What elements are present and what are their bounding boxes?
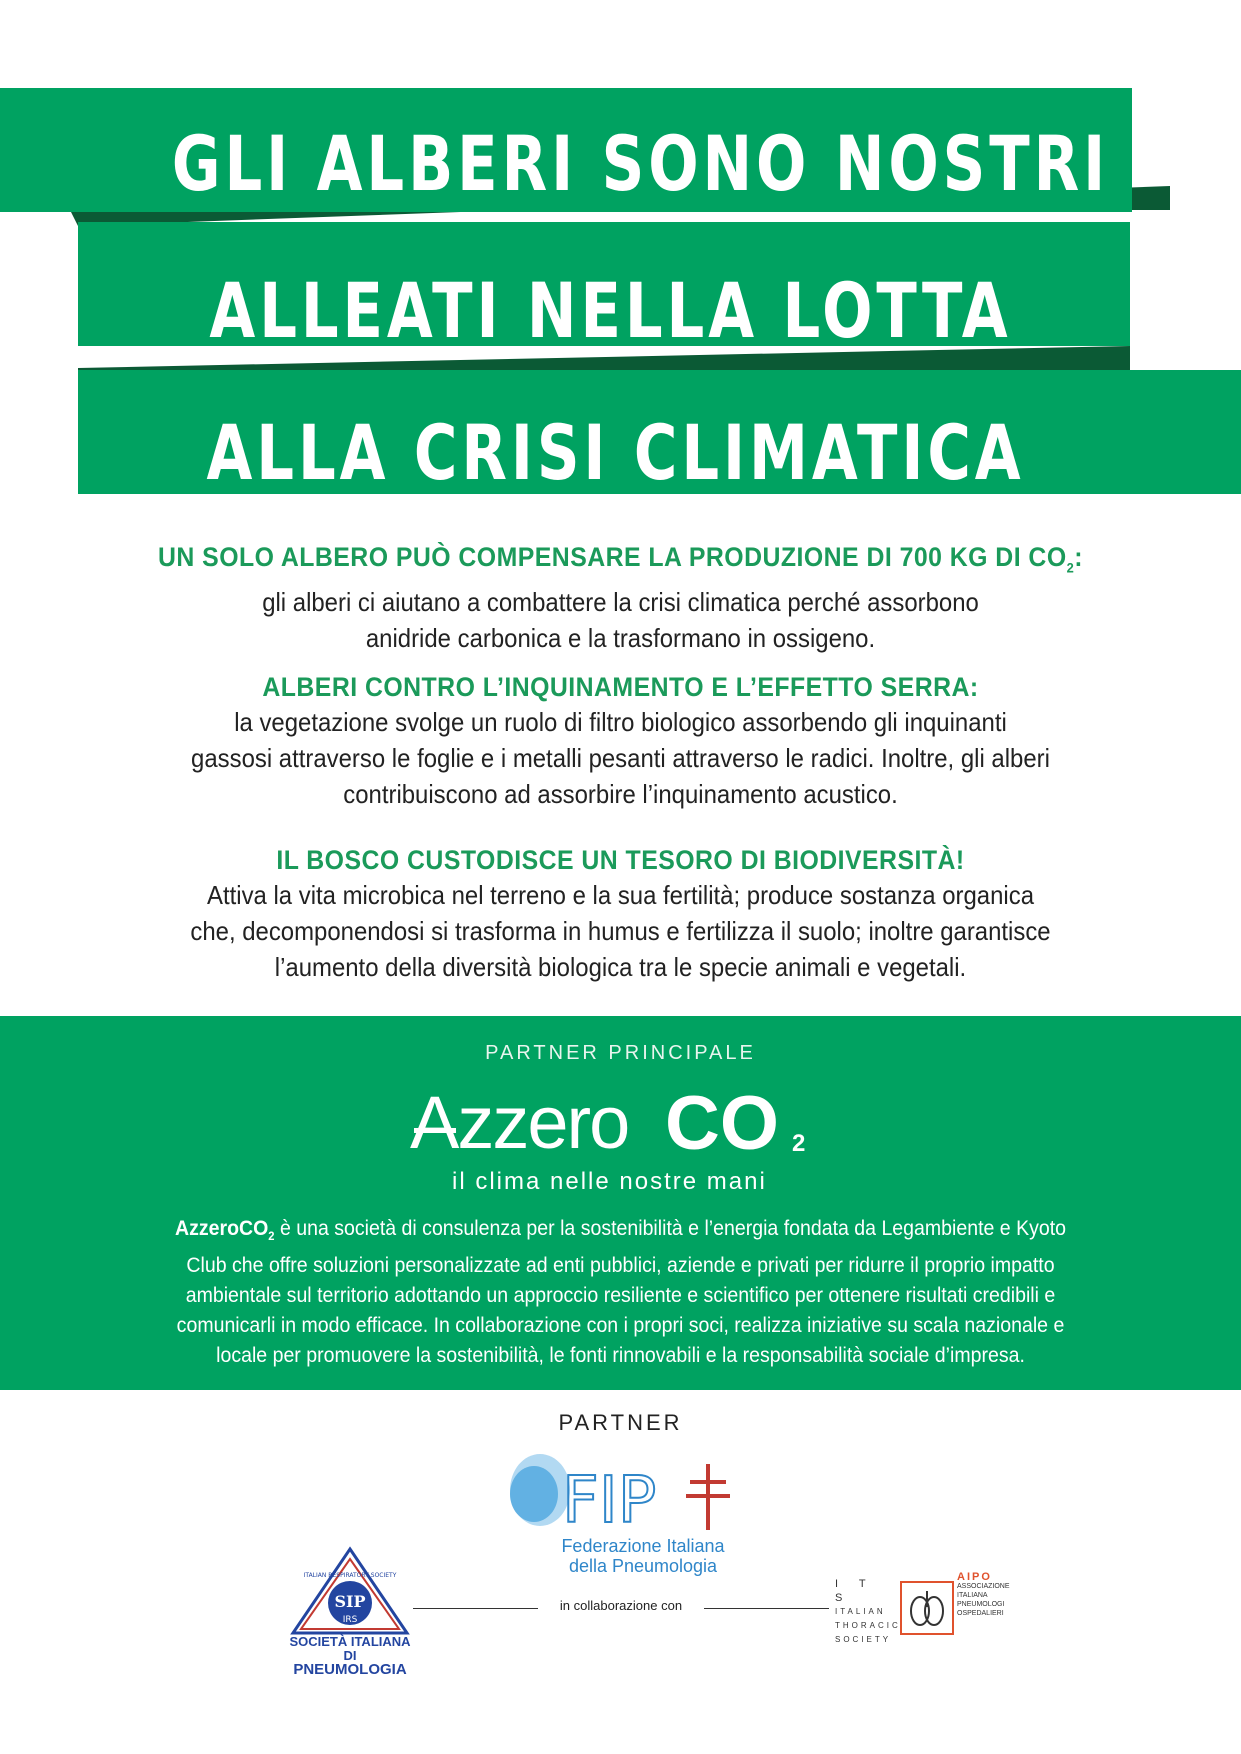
info-section-pollution — [60, 670, 1181, 812]
divider-line — [704, 1608, 829, 1609]
section-body: la vegetazione svolge un ruolo di filtro biologico assorbendo gli inquinanti gassosi attraverso le foglie e i metalli pesanti attraverso le radici. Inoltre, gli alberi contribuiscono ad assorbire l’inquinamento acustico. — [191, 707, 1050, 809]
info-section-co2 — [60, 540, 1181, 656]
logo-tagline: il clima nelle nostre mani — [452, 1168, 767, 1195]
sip-name: SOCIETÀ ITALIANA DI PNEUMOLOGIA — [289, 1634, 411, 1678]
partner-label: PARTNER — [558, 1410, 683, 1435]
sip-logo — [285, 1545, 415, 1678]
headline-banner — [0, 88, 1241, 518]
aipo-emblem-icon — [900, 1581, 954, 1635]
headline-line-3: ALLA CRISI CLIMATICA — [206, 408, 1025, 497]
azzeroco2-logo: Azzero CO 2 il clima nelle nostre mani — [410, 1081, 806, 1195]
section-title: ALBERI CONTRO L’INQUINAMENTO E L’EFFETTO SERRA: — [262, 672, 979, 702]
headline-line-2: ALLEATI NELLA LOTTA — [209, 266, 1012, 355]
section-body: Attiva la vita microbica nel terreno e la sua fertilità; produce sostanza organica che, decomponendosi si trasforma in humus e fertilizza il suolo; inoltre garantisce l’aumento della diversità biologica tra le specie animali e vegetali. — [190, 880, 1051, 982]
its-text: I T S ITALIAN THORACIC SOCIETY — [835, 1578, 901, 1644]
fip-lung-icon — [500, 1450, 740, 1540]
its-aipo-logo — [835, 1573, 1015, 1643]
headline-line-1: GLI ALBERI SONO NOSTRI — [171, 119, 1110, 208]
main-partner-description: AzzeroCO$_2$ è una società di consulenza per la sostenibilità e l’energia fondata da Legambiente e Kyoto Club che offre soluzioni personalizzate ad enti pubblici, aziende e privati per ridurre il proprio impatto ambientale sul territorio adottando un approccio resiliente e scientifico per ottenere risultati credibili e comunicarli in modo efficace. In collaborazione con i propri soci, realizza iniziative su scala nazionale e locale per promuovere la sostenibilità, le fonti rinnovabili e la responsabilità sociale d’impresa. — [174, 1217, 1067, 1368]
fip-logo — [500, 1450, 740, 1576]
main-partner-label: PARTNER PRINCIPALE — [485, 1042, 756, 1064]
svg-text:IRS: IRS — [342, 1615, 358, 1625]
section-title: UN SOLO ALBERO PUÒ COMPENSARE LA PRODUZIONE DI 700 KG DI $CO_2$: — [158, 542, 1083, 576]
info-section-biodiversity — [60, 843, 1181, 985]
svg-text:ITALIAN RESPIRATORY SOCIETY: ITALIAN RESPIRATORY SOCIETY — [303, 1572, 397, 1579]
section-body: gli alberi ci aiutano a combattere la crisi climatica perché assorbono anidride carbonica e la trasformano in ossigeno. — [262, 587, 979, 654]
section-title: IL BOSCO CUSTODISCE UN TESORO DI BIODIVERSITÀ! — [276, 845, 965, 875]
main-partner-box — [0, 1016, 1241, 1390]
collaboration-text: in collaborazione con — [559, 1598, 683, 1613]
fip-name: Federazione Italiana della Pneumologia — [561, 1536, 725, 1576]
collaboration-divider — [413, 1598, 829, 1618]
aipo-text: AIPO ASSOCIAZIONE ITALIANA PNEUMOLOGI OSPEDALIERI — [957, 1571, 1010, 1617]
sip-triangle-icon — [285, 1545, 415, 1637]
svg-text:SIP: SIP — [334, 1592, 366, 1611]
svg-text:FIP: FIP — [562, 1464, 657, 1538]
